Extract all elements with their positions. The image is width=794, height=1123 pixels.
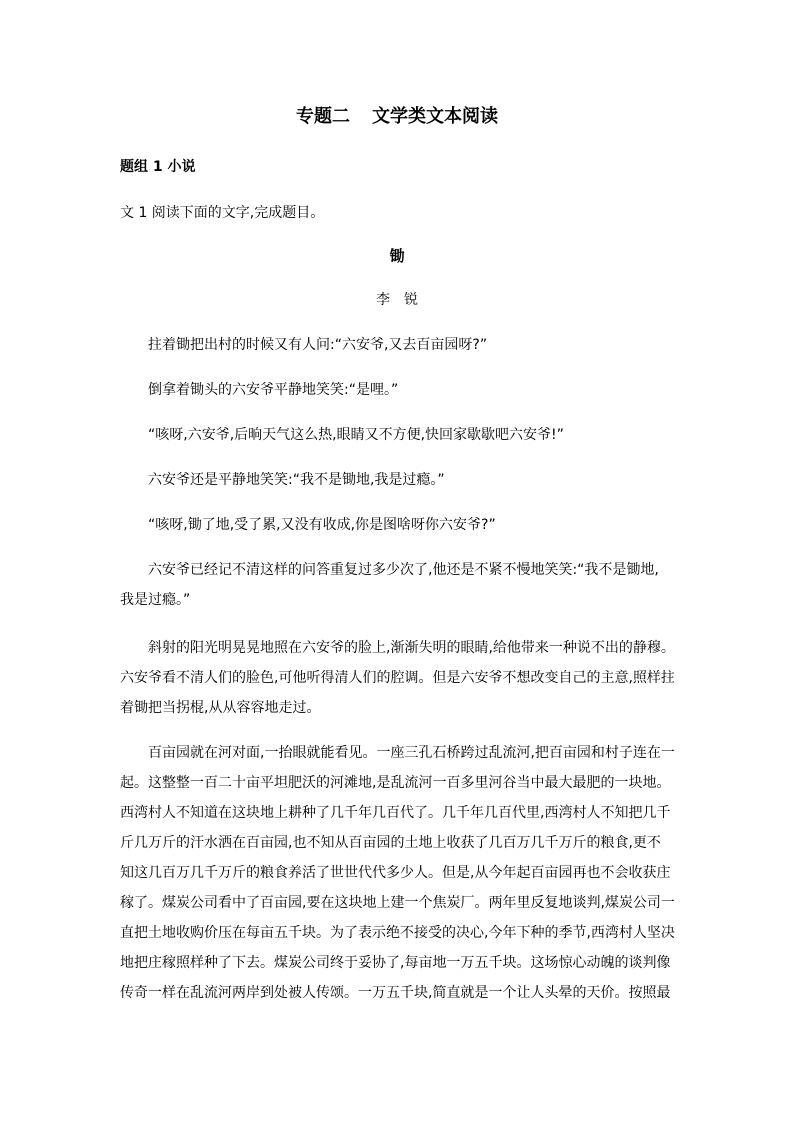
paragraph-line: 我是过瘾。” <box>120 592 191 608</box>
story-paragraph <box>120 633 676 723</box>
story-paragraph <box>120 738 676 1008</box>
paragraph-line: 传奇一样在乱流河两岸到处被人传颂。一万五千块,简直就是一个让人头晕的天价。按照最 <box>120 985 671 1001</box>
paragraph-line: “咳呀,锄了地,受了累,又没有收成,你是图啥呀你六安爷?” <box>120 517 496 533</box>
paragraph-line: 六安爷还是平静地笑笑:“我不是锄地,我是过瘾。” <box>120 472 445 488</box>
paragraph-line: 西湾村人不知道在这块地上耕种了几千年几百代了。几千年几百代里,西湾村人不知把几千 <box>120 805 671 821</box>
story-paragraph <box>120 465 676 495</box>
paragraph-line: 斜射的阳光明晃晃地照在六安爷的脸上,渐渐失明的眼睛,给他带来一种说不出的静穆。 <box>120 640 675 656</box>
story-paragraph <box>120 375 676 405</box>
story-paragraph <box>120 555 676 615</box>
title-part-subject: 文学类文本阅读 <box>372 106 498 127</box>
story-paragraph <box>120 510 676 540</box>
paragraph-line: 百亩园就在河对面,一抬眼就能看见。一座三孔石桥跨过乱流河,把百亩园和村子连在一 <box>120 745 675 761</box>
paragraph-line: 起。这整整一百二十亩平坦肥沃的河滩地,是乱流河一百多里河谷当中最大最肥的一块地。 <box>120 775 671 791</box>
paragraph-line: 地把庄稼照样种了下去。煤炭公司终于妥协了,每亩地一万五千块。这场惊心动魄的谈判像 <box>120 955 671 971</box>
paragraph-line: 六安爷看不清人们的脸色,可他听得清人们的腔调。但是六安爷不想改变自己的主意,照样拄 <box>120 670 675 686</box>
page-title <box>0 104 794 130</box>
paragraph-line: 稼了。煤炭公司看中了百亩园,要在这块地上建一个焦炭厂。两年里反复地谈判,煤炭公司一 <box>120 895 675 911</box>
paragraph-line: 拄着锄把出村的时候又有人问:“六安爷,又去百亩园呀?” <box>120 337 488 353</box>
paragraph-line: 直把土地收购价压在每亩五千块。为了表示绝不接受的决心,今年下种的季节,西湾村人坚决 <box>120 925 675 941</box>
paragraph-line: 斤几万斤的汗水洒在百亩园,也不知从百亩园的土地上收获了几百万几千万斤的粮食,更不 <box>120 835 661 851</box>
story-author: 李锐 <box>376 292 432 308</box>
section-label: 题组 1 小说 <box>120 159 196 175</box>
paragraph-line: 着锄把当拐棍,从从容容地走过。 <box>120 700 321 716</box>
story-paragraph <box>120 330 676 360</box>
story-title: 锄 <box>389 247 405 265</box>
paragraph-line: 知这几百万几千万斤的粮食养活了世世代代多少人。但是,从今年起百亩园再也不会收获庄 <box>120 865 671 881</box>
title-part-topic: 专题二 <box>296 106 350 127</box>
paragraph-line: 倒拿着锄头的六安爷平静地笑笑:“是哩。” <box>120 382 399 398</box>
story-paragraph <box>120 420 676 450</box>
paragraph-line: 六安爷已经记不清这样的问答重复过多少次了,他还是不紧不慢地笑笑:“我不是锄地, <box>120 562 659 578</box>
reading-instruction: 文 1 阅读下面的文字,完成题目。 <box>120 205 325 221</box>
paragraph-line: “咳呀,六安爷,后晌天气这么热,眼睛又不方便,快回家歇歇吧六安爷!” <box>120 427 564 443</box>
